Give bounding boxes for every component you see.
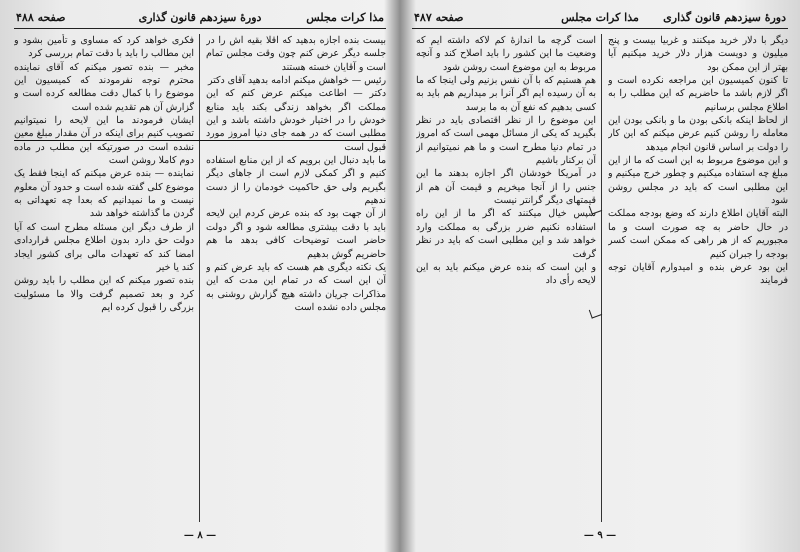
header-page-number: صفحه ۴۸۷ [414,11,464,24]
paragraph: و این است که بنده عرض میکنم باید به این لایحه رأی داد [416,261,596,287]
paragraph: از لحاظ اینکه بانکی بودن ما و بانکی بودن این معامله را روشن کنیم عرض میکنم که این کار را دولت بر اساس قانون انجام میدهد [608,115,788,153]
paragraph: این موضوع را از نظر اقتصادی باید در نظر بگیرید که یکی از مسائل مهمی است که امروز در تمام دنیا مطرح است و ما هم نمیتوانیم از آن برکنار باشیم [416,115,596,167]
paragraph: در آمریکا خودشان اگر اجازه بدهند ما این جنس را از آنجا میخریم و قیمت آن هم از قیمتهای دیگر گرانتر نیست [416,168,596,207]
paragraph: دیگر با دلار خرید میکنند و غربیا بیست و پنج میلیون و دویست هزار دلار خرید میکنیم آیا بهتر از این ممکن بود [608,35,788,73]
paragraph: مخبر — بنده تصور میکنم که آقای نماینده محترم توجه نفرمودند که کمیسیون این موضوع را با کمال دقت مطالعه کرده است و گزارش آن هم تقدیم شده است [14,61,194,113]
paragraph: از طرف دیگر این مسئله مطرح است که آیا دولت حق دارد بدون اطلاع مجلس قراردادی امضا کند که تعهدات مالی برای کشور ایجاد کند یا خیر [14,221,194,273]
text-column-left [416,34,596,524]
page-footer: — ۹ — [583,530,617,541]
paragraph: بنده تصور میکنم که این مطلب را باید روشن کرد و بعد تصمیم گرفت والا ما مسئولیت بزرگی را قبول کرده ایم [14,275,194,313]
paragraph: ما باید دنبال این برویم که از این منابع استفاده کنیم و اگر کمکی لازم است از جاهای دیگر بگیریم ولی حق حاکمیت خودمان را از دست ندهیم [206,155,386,207]
paragraph: یک نکته دیگری هم هست که باید عرض کنم و آن این است که در تمام این مدت که این مذاکرات جریان داشته هیچ گزارش روشنی به مجلس داده نشده است [206,261,386,313]
header-page-number: صفحه ۴۸۸ [16,11,66,24]
right-page [412,8,788,544]
header-title: دورهٔ سیزدهم قانون گذاری [138,11,262,24]
header-section: مذا کرات مجلس [306,11,384,24]
paragraph: بیست بنده اجازه بدهید که اقلا بقیه اش را در جلسه دیگر عرض کنم چون وقت مجلس تمام است و آقایان خسته هستند [206,35,386,73]
column-divider [199,34,200,522]
paragraph: هم هستیم که با آن نفس بزنیم ولی اینجا که ما به آن رسیده ایم اگر آنرا بر میداریم هم باید به کسی بدهیم که نفع آن به ما برسد [416,75,596,113]
page-footer: — ۸ — [183,530,217,541]
paragraph: ایشان فرمودند ما این لایحه را نمیتوانیم تصویب کنیم برای اینکه در آن مقدار مبلغ معین نشده است در صورتیکه این مطلب در ماده دوم کاملا روشن است [14,115,194,167]
paragraph: تا کنون کمیسیون این مراجعه نکرده است و اگر لازم باشد ما حاضریم که این مطلب را به اطلاع مجلس برسانیم [608,75,788,113]
column-divider [601,34,602,522]
header-section: مذا کرات مجلس [561,11,639,24]
text-column-right [206,34,386,524]
text-column-left [14,34,194,524]
left-page [14,8,386,544]
paragraph: از آن جهت بود که بنده عرض کردم این لایحه باید با دقت بیشتری مطالعه شود و اگر دولت حاضر است توضیحات کافی بدهد ما هم حاضریم گوش بدهیم [206,208,386,260]
paragraph: این بود عرض بنده و امیدوارم آقایان توجه فرمایند [608,261,788,287]
text-column-right [608,34,788,524]
paragraph: البته آقایان اطلاع دارند که وضع بودجه مملکت در حال حاضر به چه صورت است و ما مجبوریم که از هر راهی که ممکن است کسر بودجه را جبران کنیم [608,208,788,260]
paragraph: است گرچه ما اندازهٔ کم لاکه داشته ایم که وضعیت ما این کشور را باید اصلاح کند و آنچه مربوط به این موضوع است روشن شود [416,35,596,73]
paragraph: فکری خواهد کرد که مساوی و تأمین بشود و این مطالب را باید با دقت تمام بررسی کرد [14,35,194,60]
paragraph: دکتر — اطاعت میکنم عرض کنم که این مملکت اگر بخواهد زندگی بکند باید منابع خودش را در اختیار خودش داشته باشد و این مطلبی است که در همه جای دنیا امروز مورد قبول است [206,88,386,153]
paragraph: و این موضوع مربوط به این است که ما از این مبلغ چه استفاده میکنیم و چطور خرج میکنیم و این مطلبی است که باید در مجلس روشن شود [608,155,788,207]
paragraph: نماینده — بنده عرض میکنم که اینجا فقط یک موضوع کلی گفته شده است و حدود آن معلوم نیست و ما نمیدانیم که بعدا چه تعهداتی به گردن ما گذاشته خواهد شد [14,168,194,220]
page-header [14,8,386,29]
handwritten-underline [14,140,386,141]
paragraph: سپس خیال میکنند که اگر ما از این راه استفاده نکنیم ضرر بزرگی به مملکت وارد خواهد شد و این مطلبی است که باید در نظر گرفت [416,208,596,260]
paragraph: رئیس — خواهش میکنم ادامه بدهید آقای دکتر [208,75,386,87]
header-title: دورهٔ سیزدهم قانون گذاری [663,11,786,24]
page-header [412,8,788,29]
